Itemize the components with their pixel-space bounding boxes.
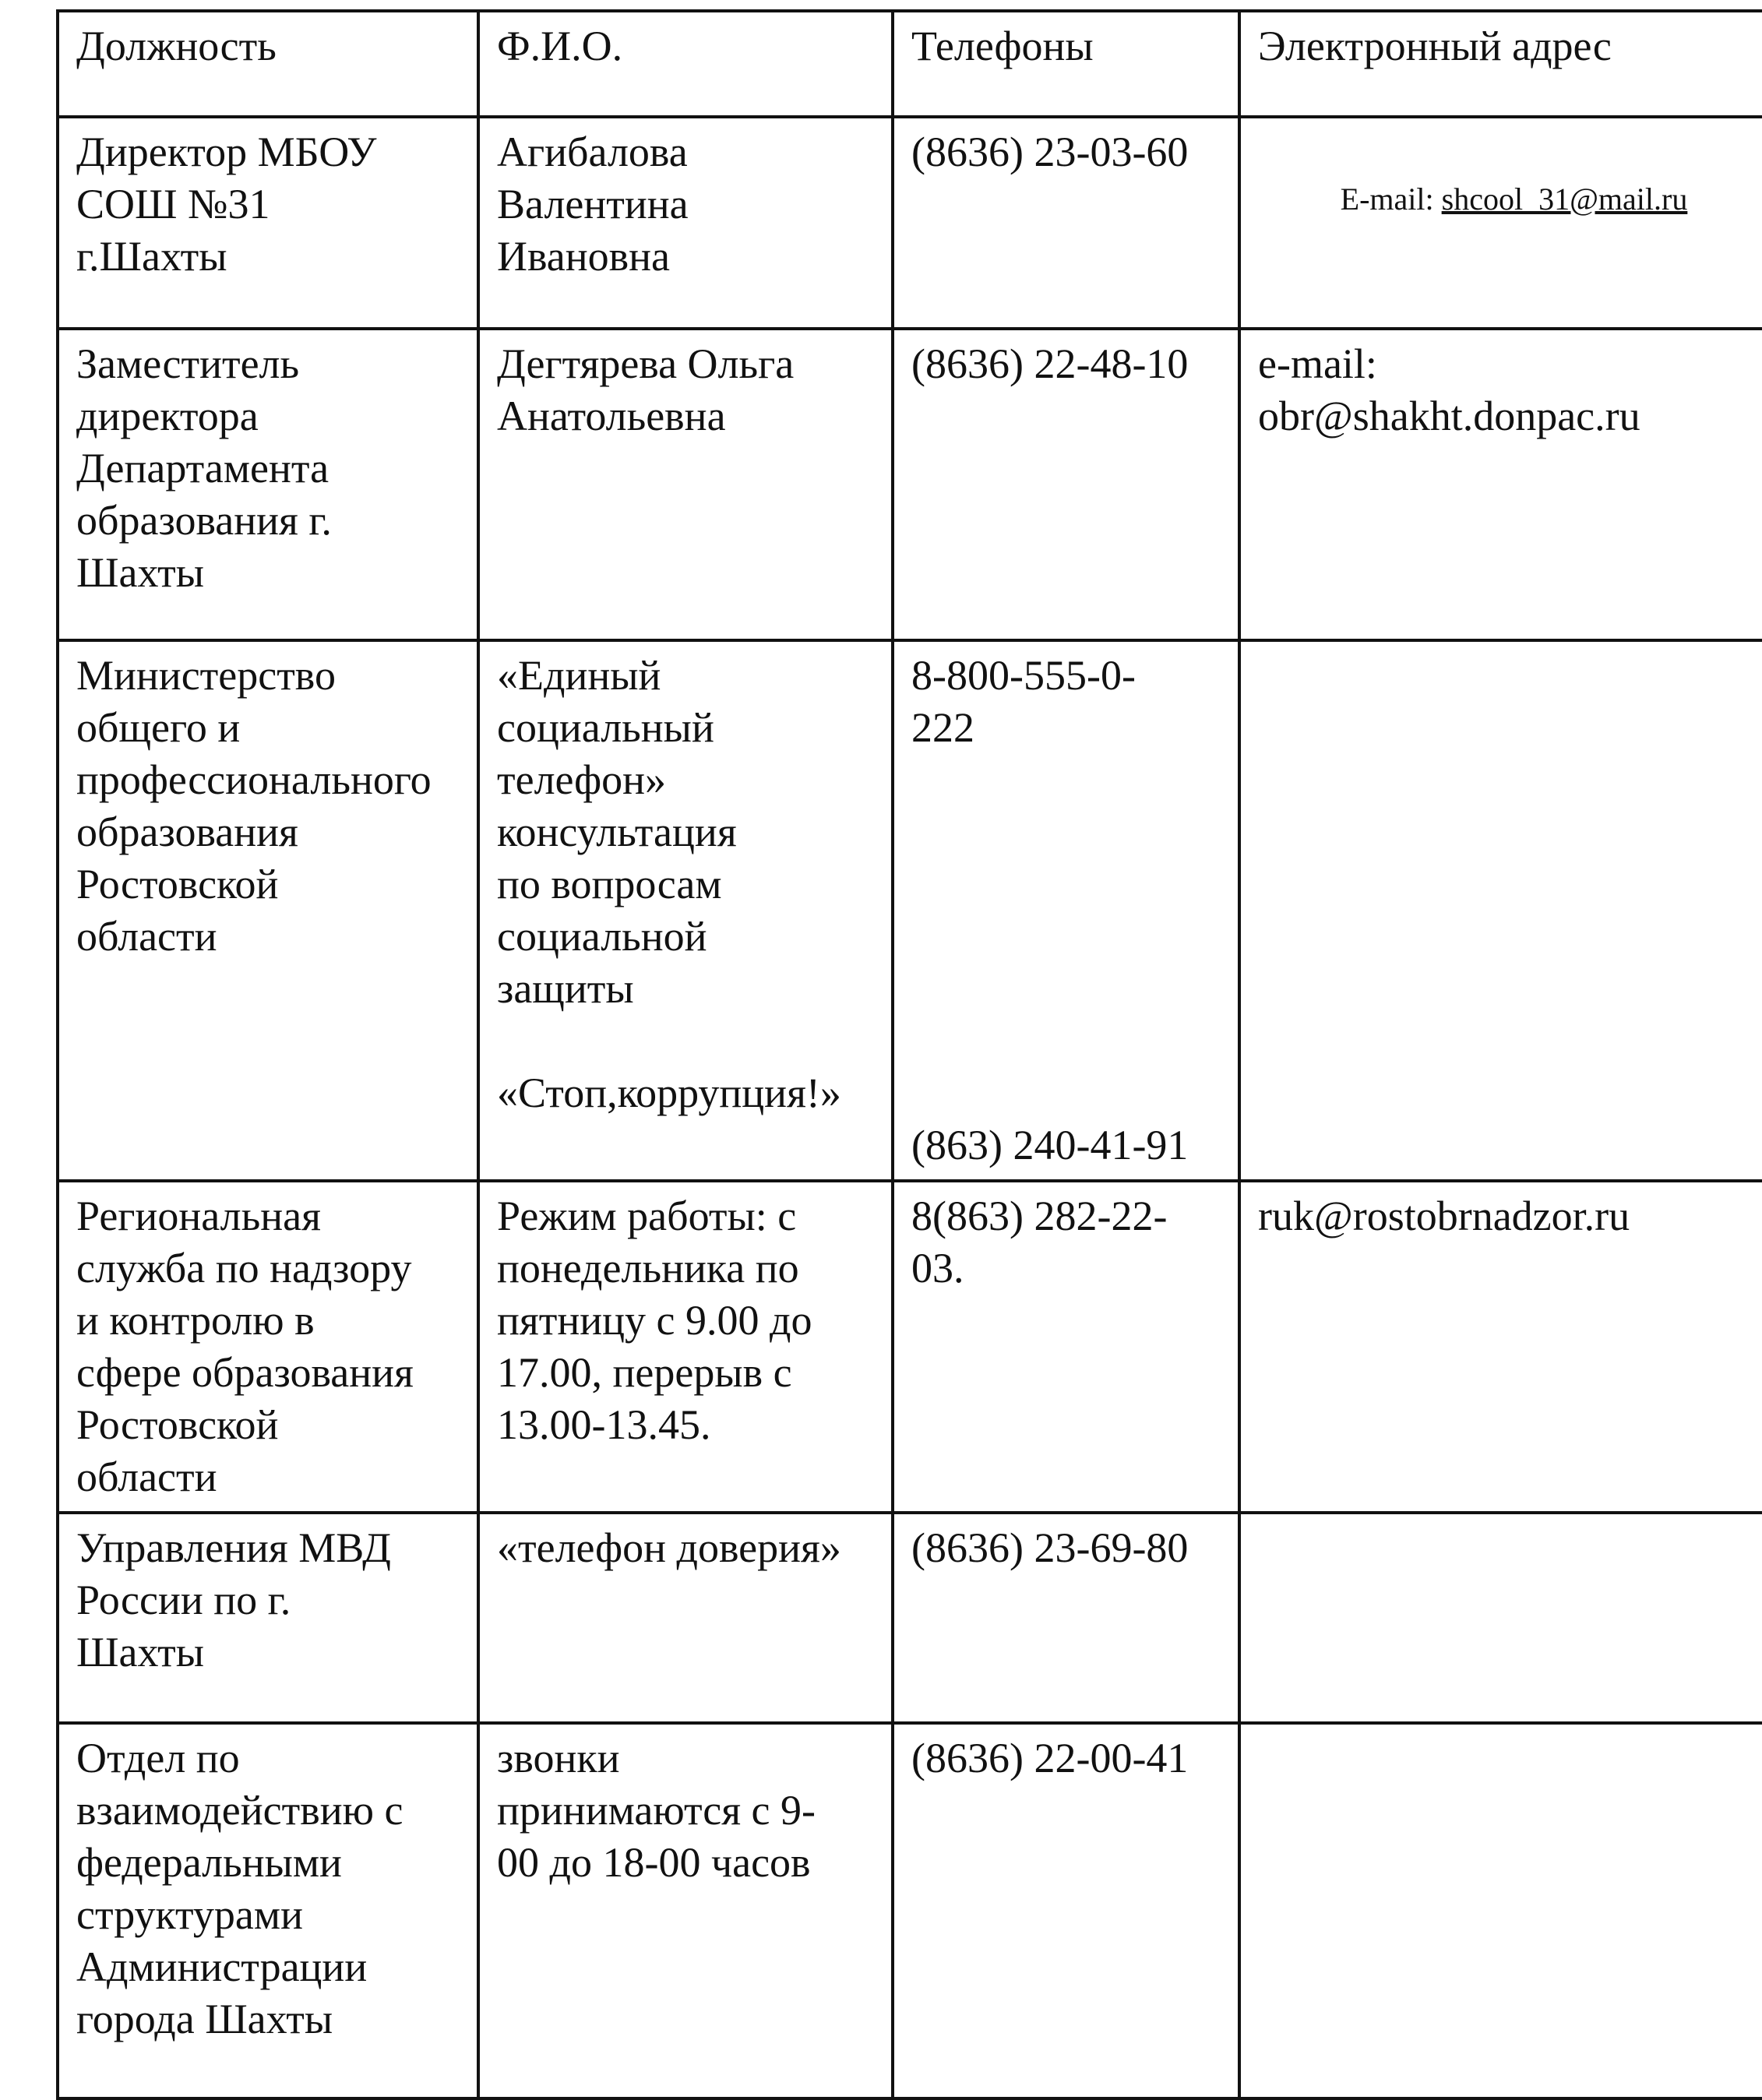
cell-name: Агибалова Валентина Ивановна — [478, 117, 893, 329]
cell-position: Отдел по взаимодействию с федеральными структурами Администрации города Шахты — [58, 1723, 478, 2098]
cell-name: Дегтярева Ольга Анатольевна — [478, 329, 893, 640]
table-row — [58, 1513, 1762, 1723]
header-email: Электронный адрес — [1239, 11, 1762, 117]
cell-name: Режим работы: с понедельника по пятницу с 9.00 до 17.00, перерыв с 13.00-13.45. — [478, 1181, 893, 1513]
table-row — [58, 329, 1762, 640]
cell-position: Заместитель директора Департамента образования г. Шахты — [58, 329, 478, 640]
cell-email — [1239, 1723, 1762, 2098]
cell-email — [1239, 1513, 1762, 1723]
table-row — [58, 117, 1762, 329]
cell-phone — [893, 640, 1239, 1181]
phone-extra-line: (863) 240-41-91 — [911, 1122, 1189, 1168]
header-name: Ф.И.О. — [478, 11, 893, 117]
table-row — [58, 640, 1762, 1181]
cell-phone: (8636) 22-00-41 — [893, 1723, 1239, 2098]
contacts-table — [56, 9, 1762, 2100]
cell-phone: 8(863) 282-22- 03. — [893, 1181, 1239, 1513]
cell-email — [1239, 117, 1762, 329]
cell-position: Министерство общего и профессионального образования Ростовской области — [58, 640, 478, 1181]
table-row — [58, 1181, 1762, 1513]
table-row — [58, 1723, 1762, 2098]
email-prefix: E-mail: — [1340, 181, 1442, 217]
name-extra-line: «Стоп,коррупция!» — [497, 1069, 841, 1116]
cell-phone: (8636) 23-69-80 — [893, 1513, 1239, 1723]
email-line — [1258, 178, 1746, 220]
cell-position: Управления МВД России по г. Шахты — [58, 1513, 478, 1723]
email-link[interactable]: shcool_31@mail.ru — [1441, 181, 1688, 217]
cell-name: звонки принимаются с 9- 00 до 18-00 часов — [478, 1723, 893, 2098]
header-phones: Телефоны — [893, 11, 1239, 117]
cell-email: e-mail: obr@shakht.donpac.ru — [1239, 329, 1762, 640]
cell-name — [478, 640, 893, 1181]
table-header-row — [58, 11, 1762, 117]
cell-position: Региональная служба по надзору и контролю в сфере образования Ростовской области — [58, 1181, 478, 1513]
header-position: Должность — [58, 11, 478, 117]
cell-email: ruk@rostobrnadzor.ru — [1239, 1181, 1762, 1513]
cell-email — [1239, 640, 1762, 1181]
cell-position: Директор МБОУ СОШ №31 г.Шахты — [58, 117, 478, 329]
cell-phone: (8636) 22-48-10 — [893, 329, 1239, 640]
phone-line: 8-800-555-0- 222 — [911, 652, 1136, 751]
cell-phone: (8636) 23-03-60 — [893, 117, 1239, 329]
cell-name: «телефон доверия» — [478, 1513, 893, 1723]
name-line: «Единый социальный телефон» консультация по вопросам социальной защиты — [497, 652, 737, 1012]
